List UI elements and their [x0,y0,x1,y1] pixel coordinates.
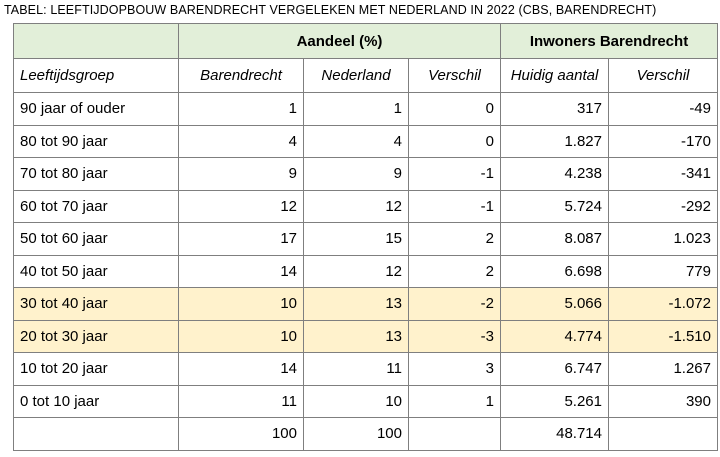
value-cell: 6.698 [501,255,609,288]
table-row [14,385,718,418]
value-cell: -1 [409,158,501,191]
age-group-cell: 40 tot 50 jaar [14,255,179,288]
header-empty-cell [14,24,179,59]
column-header-verschil-aandeel: Verschil [409,59,501,93]
value-cell: 10 [179,288,304,321]
total-cell: 100 [179,418,304,451]
column-header-leeftijdsgroep: Leeftijdsgroep [14,59,179,93]
value-cell: 4.238 [501,158,609,191]
total-cell [409,418,501,451]
value-cell: -341 [609,158,718,191]
value-cell: 0 [409,125,501,158]
value-cell: 12 [179,190,304,223]
column-header-huidig-aantal: Huidig aantal [501,59,609,93]
total-cell: 48.714 [501,418,609,451]
value-cell: 0 [409,93,501,126]
table-row [14,255,718,288]
group-header-inwoners: Inwoners Barendrecht [501,24,718,59]
column-header-nederland: Nederland [304,59,409,93]
table-body [14,93,718,418]
group-header-aandeel: Aandeel (%) [179,24,501,59]
value-cell: 1 [179,93,304,126]
value-cell: 6.747 [501,353,609,386]
group-header-row [14,24,718,59]
value-cell: 5.261 [501,385,609,418]
table-row [14,158,718,191]
value-cell: 1 [304,93,409,126]
value-cell: 3 [409,353,501,386]
age-structure-table [13,23,718,451]
totals-row [14,418,718,451]
value-cell: 779 [609,255,718,288]
table-row [14,288,718,321]
value-cell: 15 [304,223,409,256]
value-cell: 11 [304,353,409,386]
column-header-verschil-inwoners: Verschil [609,59,718,93]
age-group-cell: 30 tot 40 jaar [14,288,179,321]
value-cell: 4 [304,125,409,158]
column-header-row [14,59,718,93]
value-cell: 12 [304,255,409,288]
value-cell: -1.510 [609,320,718,353]
value-cell: 13 [304,320,409,353]
value-cell: 1 [409,385,501,418]
age-group-cell: 0 tot 10 jaar [14,385,179,418]
value-cell: 1.267 [609,353,718,386]
value-cell: 317 [501,93,609,126]
value-cell: 4.774 [501,320,609,353]
table-row [14,353,718,386]
value-cell: 2 [409,223,501,256]
value-cell: -49 [609,93,718,126]
value-cell: 11 [179,385,304,418]
age-group-cell: 90 jaar of ouder [14,93,179,126]
total-cell [609,418,718,451]
value-cell: 4 [179,125,304,158]
value-cell: -170 [609,125,718,158]
table-row [14,223,718,256]
table-row [14,125,718,158]
value-cell: 5.724 [501,190,609,223]
value-cell: 13 [304,288,409,321]
value-cell: 12 [304,190,409,223]
table-row [14,190,718,223]
value-cell: 9 [179,158,304,191]
value-cell: -2 [409,288,501,321]
value-cell: -1.072 [609,288,718,321]
value-cell: 10 [304,385,409,418]
table-row [14,320,718,353]
age-group-cell: 20 tot 30 jaar [14,320,179,353]
value-cell: 10 [179,320,304,353]
value-cell: -3 [409,320,501,353]
value-cell: 8.087 [501,223,609,256]
column-header-barendrecht: Barendrecht [179,59,304,93]
value-cell: 1.827 [501,125,609,158]
value-cell: 9 [304,158,409,191]
age-group-cell: 80 tot 90 jaar [14,125,179,158]
table-caption: TABEL: LEEFTIJDOPBOUW BARENDRECHT VERGELEKEN MET NEDERLAND IN 2022 (CBS, BARENDRECHT) [4,3,657,17]
value-cell: 17 [179,223,304,256]
table-row [14,93,718,126]
value-cell: 1.023 [609,223,718,256]
age-group-cell: 60 tot 70 jaar [14,190,179,223]
value-cell: -292 [609,190,718,223]
value-cell: 14 [179,353,304,386]
total-cell [14,418,179,451]
age-group-cell: 50 tot 60 jaar [14,223,179,256]
value-cell: 2 [409,255,501,288]
value-cell: -1 [409,190,501,223]
total-cell: 100 [304,418,409,451]
value-cell: 5.066 [501,288,609,321]
age-group-cell: 70 tot 80 jaar [14,158,179,191]
age-group-cell: 10 tot 20 jaar [14,353,179,386]
value-cell: 390 [609,385,718,418]
value-cell: 14 [179,255,304,288]
